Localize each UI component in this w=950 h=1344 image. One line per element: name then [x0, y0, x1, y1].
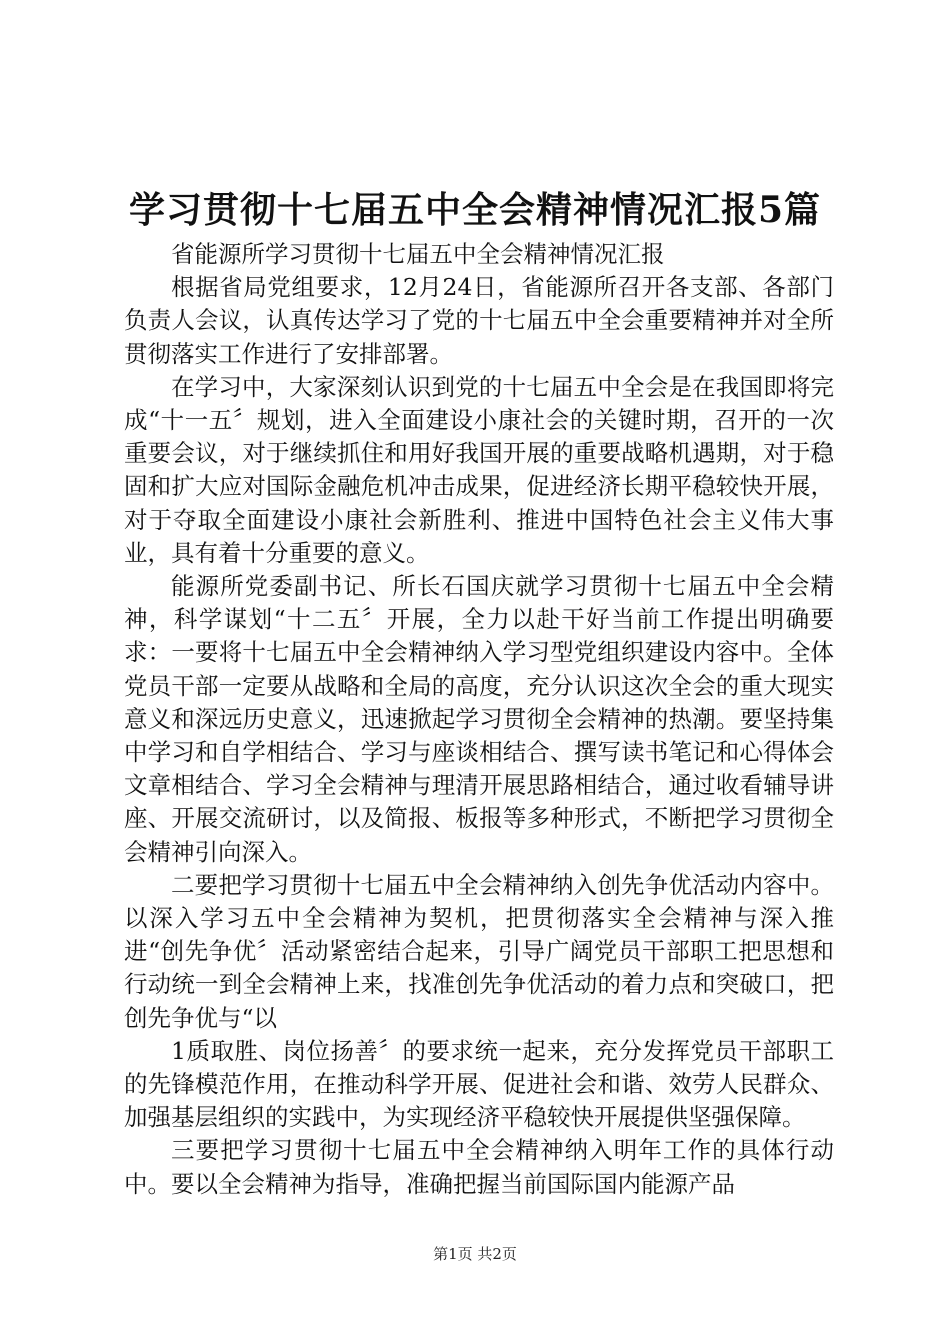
- paragraph: 二要把学习贯彻十七届五中全会精神纳入创先争优活动内容中。以深入学习五中全会精神为契机，把贯彻落实全会精神与深入推进“创先争优〞活动紧密结合起来，引导广阔党员干部职工把思想和行动统一到全会精神上来，找准创先争优活动的着力点和突破口，把创先争优与“以: [124, 870, 834, 1032]
- paragraph: 三要把学习贯彻十七届五中全会精神纳入明年工作的具体行动中。要以全会精神为指导，准确把握当前国际国内能源产品: [124, 1136, 834, 1198]
- document-title: 学习贯彻十七届五中全会精神情况汇报5篇: [128, 189, 822, 231]
- document-body: [124, 238, 834, 1201]
- paragraph-subtitle: 省能源所学习贯彻十七届五中全会精神情况汇报: [171, 240, 665, 268]
- paragraph: 在学习中，大家深刻认识到党的十七届五中全会是在我国即将完成“十一五〞规划，进入全面建设小康社会的关键时期，召开的一次重要会议，对于继续抓住和用好我国开展的重要战略机遇期，对于稳固和扩大应对国际金融危机冲击成果，促进经济长期平稳较快开展，对于夺取全面建设小康社会新胜利、推进中国特色社会主义伟大事业，具有着十分重要的意义。: [124, 372, 834, 567]
- page-footer: 第1页 共2页: [433, 1245, 517, 1263]
- paragraph: 根据省局党组要求，12月24日，省能源所召开各支部、各部门负责人会议，认真传达学习了党的十七届五中全会重要精神并对全所贯彻落实工作进行了安排部署。: [124, 273, 834, 368]
- paragraph: 能源所党委副书记、所长石国庆就学习贯彻十七届五中全会精神，科学谋划“十二五〞开展，全力以赴干好当前工作提出明确要求：一要将十七届五中全会精神纳入学习型党组织建设内容中。全体党员干部一定要从战略和全局的高度，充分认识这次全会的重大现实意义和深远历史意义，迅速掀起学习贯彻全会精神的热潮。要坚持集中学习和自学相结合、学习与座谈相结合、撰写读书笔记和心得体会文章相结合、学习全会精神与理清开展思路相结合，通过收看辅导讲座、开展交流研讨，以及简报、板报等多种形式，不断把学习贯彻全会精神引向深入。: [124, 572, 834, 866]
- paragraph: 1质取胜、岗位扬善〞的要求统一起来，充分发挥党员干部职工的先锋模范作用，在推动科学开展、促进社会和谐、效劳人民群众、加强基层组织的实践中，为实现经济平稳较快开展提供坚强保障。: [124, 1036, 834, 1132]
